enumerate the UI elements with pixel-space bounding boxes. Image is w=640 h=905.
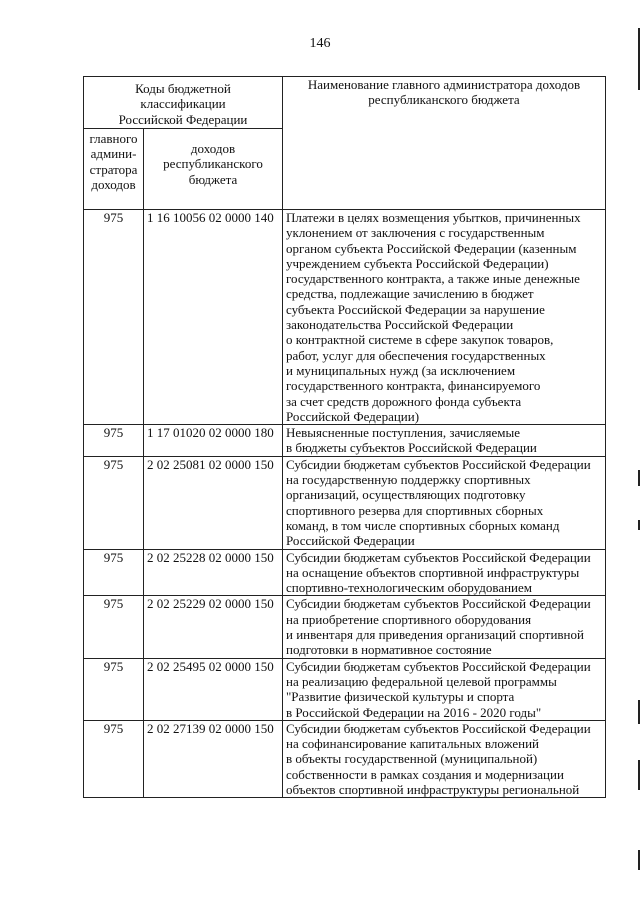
header-line: Российской Федерации xyxy=(118,111,248,127)
revenue-name-line: Платежи в целях возмещения убытков, причиненных xyxy=(286,210,581,225)
revenue-name-line: на приобретение спортивного оборудования xyxy=(286,611,532,627)
revenue-name-cell xyxy=(283,658,606,720)
revenue-name-line: собственности в рамках создания и модернизации xyxy=(286,766,564,782)
revenue-name-line: Субсидии бюджетам субъектов Российской Федерации xyxy=(286,720,591,736)
revenue-name-line: Российской Федерации) xyxy=(286,408,420,424)
table-body xyxy=(84,210,606,798)
revenue-name-line: Субсидии бюджетам субъектов Российской Федерации xyxy=(286,549,591,565)
table-row xyxy=(84,425,606,457)
revenue-name-line: в Российской Федерации на 2016 - 2020 годы" xyxy=(286,704,542,720)
header-line: админи- xyxy=(90,146,137,162)
revenue-name-line: средства, подлежащие зачислению в бюджет xyxy=(286,286,534,302)
revenue-name-line: и инвентаря для приведения организаций спортивной xyxy=(286,627,584,643)
header-line: Наименование главного администратора доходов xyxy=(307,77,581,92)
revenue-name-line: организаций, осуществляющих подготовку xyxy=(286,487,526,503)
revenue-name-cell xyxy=(283,720,606,797)
revenue-name-line: учреждением субъекта Российской Федерации) xyxy=(286,255,549,271)
revenue-name-line: в бюджеты субъектов Российской Федерации xyxy=(286,440,537,456)
revenue-name-line: за счет средств дорожного фонда субъекта xyxy=(286,393,522,409)
administrator-code-cell: 975 xyxy=(84,596,144,658)
revenue-name-cell xyxy=(283,210,606,425)
table-row xyxy=(84,456,606,549)
administrator-code-cell: 975 xyxy=(84,549,144,596)
table-row xyxy=(84,210,606,425)
revenue-name-line: на софинансирование капитальных вложений xyxy=(286,736,540,752)
revenue-name-line: подготовки в нормативное состояние xyxy=(286,642,492,658)
revenue-code-cell: 2 02 25081 02 0000 150 xyxy=(144,456,283,549)
revenue-name-line: "Развитие физической культуры и спорта xyxy=(286,689,515,705)
header-budget-classification-codes xyxy=(84,77,283,129)
administrator-code-cell: 975 xyxy=(84,425,144,457)
revenue-code-cell: 2 02 25228 02 0000 150 xyxy=(144,549,283,596)
revenue-name-line: спортивного резерва для спортивных сборных xyxy=(286,502,544,518)
revenue-name-line: на оснащение объектов спортивной инфраструктуры xyxy=(286,564,580,580)
revenue-name-cell xyxy=(283,456,606,549)
revenue-code-cell: 2 02 27139 02 0000 150 xyxy=(144,720,283,797)
revenue-code-cell: 1 16 10056 02 0000 140 xyxy=(144,210,283,425)
revenue-name-line: спортивно-технологическим оборудованием xyxy=(286,580,532,596)
revenue-name-cell xyxy=(283,596,606,658)
revenue-name-line: команд, в том числе спортивных сборных команд xyxy=(286,517,560,533)
header-line: республиканского xyxy=(163,156,263,172)
revenue-name-line: законодательства Российской Федерации xyxy=(286,317,514,333)
revenue-name-line: Невыясненные поступления, зачисляемые xyxy=(286,425,520,441)
revenue-name-line: на реализацию федеральной целевой программы xyxy=(286,673,557,689)
revenue-name-line: на государственную поддержку спортивных xyxy=(286,472,531,488)
revenue-name-line: работ, услуг для обеспечения государственных xyxy=(286,347,546,363)
revenue-name-line: о контрактной системе в сфере закупок товаров, xyxy=(286,332,554,348)
header-republican-budget-revenue xyxy=(144,129,283,210)
revenue-name-line: государственного контракта, финансируемого xyxy=(286,378,541,394)
revenue-name-line: субъекта Российской Федерации за нарушение xyxy=(286,301,545,317)
header-line: республиканского бюджета xyxy=(368,92,520,108)
revenue-name-line: уклонением от заключения с государственным xyxy=(286,225,545,241)
revenue-name-line: органом субъекта Российской Федерации (казенным xyxy=(286,240,577,256)
administrator-code-cell: 975 xyxy=(84,658,144,720)
revenue-name-line: Российской Федерации xyxy=(286,533,415,549)
table-row xyxy=(84,658,606,720)
table-header-row xyxy=(84,77,606,129)
header-line: стратора xyxy=(89,161,138,177)
revenue-name-line: в объекты государственной (муниципальной) xyxy=(286,751,538,767)
revenue-name-cell xyxy=(283,425,606,457)
revenue-name-cell xyxy=(283,549,606,596)
budget-codes-table xyxy=(83,76,606,798)
header-line: классификации xyxy=(140,96,226,112)
header-line: доходов xyxy=(91,176,136,192)
header-chief-administrator xyxy=(84,129,144,210)
table-row xyxy=(84,720,606,797)
revenue-name-line: Субсидии бюджетам субъектов Российской Федерации xyxy=(286,456,591,472)
revenue-name-line: Субсидии бюджетам субъектов Российской Федерации xyxy=(286,596,591,612)
page-number: 146 xyxy=(309,36,331,51)
header-administrator-name xyxy=(283,77,606,210)
table-row xyxy=(84,549,606,596)
revenue-code-cell: 2 02 25229 02 0000 150 xyxy=(144,596,283,658)
revenue-name-line: и муниципальных нужд (за исключением xyxy=(286,362,516,378)
header-line: доходов xyxy=(190,141,236,156)
revenue-name-line: Субсидии бюджетам субъектов Российской Федерации xyxy=(286,658,591,674)
administrator-code-cell: 975 xyxy=(84,456,144,549)
revenue-code-cell: 2 02 25495 02 0000 150 xyxy=(144,658,283,720)
revenue-name-line: объектов спортивной инфраструктуры региональной xyxy=(286,781,580,797)
administrator-code-cell: 975 xyxy=(84,210,144,425)
header-line: бюджета xyxy=(188,171,238,187)
header-line: главного xyxy=(89,131,138,146)
administrator-code-cell: 975 xyxy=(84,720,144,797)
revenue-name-line: государственного контракта, а также иные денежные xyxy=(286,271,580,287)
table-row xyxy=(84,596,606,658)
header-line: Коды бюджетной xyxy=(135,81,231,96)
revenue-code-cell: 1 17 01020 02 0000 180 xyxy=(144,425,283,457)
